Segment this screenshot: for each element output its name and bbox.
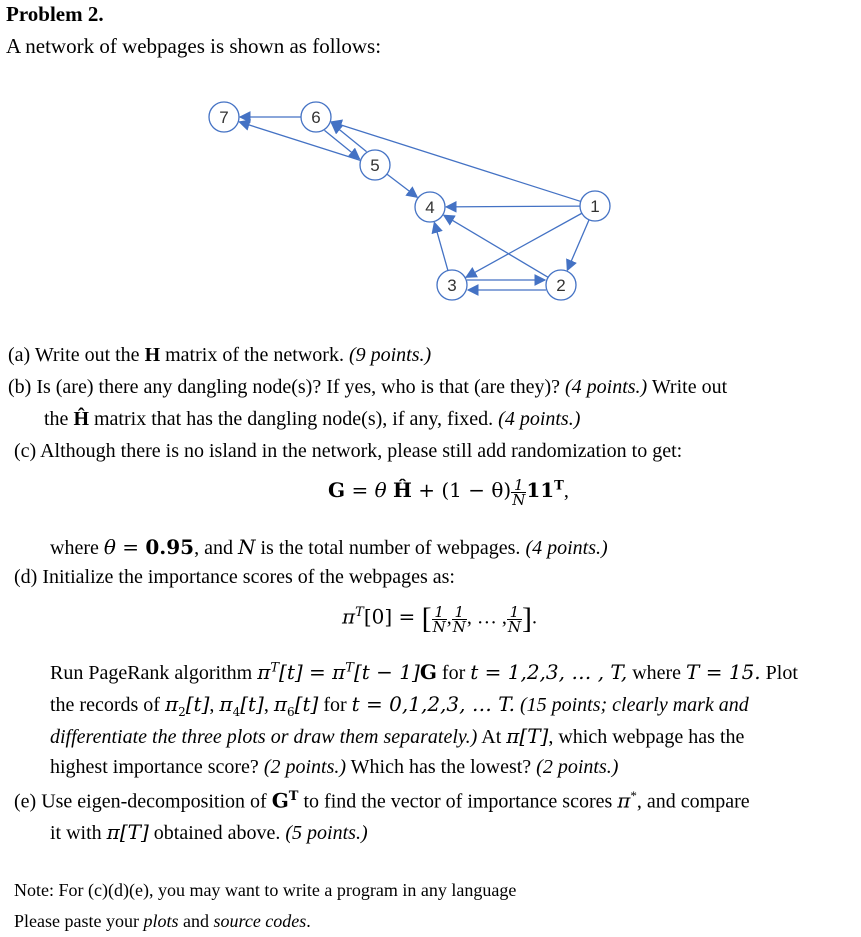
edge-1-to-2	[567, 220, 589, 271]
fraction-1-over-N: $\frac{1}{N}$	[512, 476, 526, 509]
part-a-label: (a)	[8, 344, 31, 366]
part-e-label: (e)	[14, 790, 37, 813]
node-label-2: 2	[556, 276, 566, 295]
graph-edges	[239, 117, 589, 290]
part-d-lowest: highest importance score? (2 points.) Which has the lowest? (2 points.)	[50, 756, 619, 778]
formula-G: G = θ Ĥ + (1 − θ) $\frac{1}{N}$ $11^T$,	[328, 476, 569, 509]
part-c-where: where θ = 0.95, and N is the total number of webpages. (4 points.)	[50, 535, 608, 559]
part-d-highest: differentiate the three plots or draw them separately.) At π[T], which webpage has the	[50, 724, 745, 748]
part-a: (a) Write out the H matrix of the network. (9 points.)	[8, 344, 432, 366]
node-label-7: 7	[219, 108, 229, 127]
part-d: (d) Initialize the importance scores of the webpages as:	[14, 566, 455, 588]
problem-heading: Problem 2.	[6, 2, 104, 26]
H-matrix-symbol: H	[144, 344, 161, 366]
edge-3-to-4	[434, 222, 448, 270]
node-label-5: 5	[370, 156, 380, 175]
part-b-line1: (b) Is (are) there any dangling node(s)? If yes, who is that (are they)? (4 points.) Write out	[8, 376, 728, 398]
node-label-1: 1	[590, 197, 600, 216]
edge-1-to-4	[446, 206, 580, 207]
node-label-6: 6	[311, 108, 321, 127]
Hhat-matrix-symbol: Ĥ	[73, 408, 89, 430]
part-d-run: Run PageRank algorithm $\pi^T[t] = \pi^T[t - 1]G$ for t = 1,2,3, … , T, where T = 15. Plot	[50, 660, 798, 684]
intro-text: A network of webpages is shown as follows:	[6, 34, 382, 58]
part-d-label: (d)	[14, 566, 38, 588]
note-line2: Please paste your plots and source codes.	[14, 911, 311, 931]
edge-2-to-4	[444, 215, 548, 277]
network-graph	[0, 0, 861, 320]
edge-5-to-7	[239, 122, 360, 161]
formula-init: $\pi^T[0]$ = [ $\frac{1}{N}$ , $\frac{1}{N}$ , … , $\frac{1}{N}$ ].	[342, 602, 538, 636]
part-c: (c) Although there is no island in the network, please still add randomization to get:	[14, 440, 683, 462]
part-d-records: the records of $\pi_2[t]$, $\pi_4[t]$, $\pi_6[t]$ for t = 0,1,2,3, … T. (15 points; clearly mark and	[50, 692, 749, 719]
edge-5-to-4	[387, 174, 417, 197]
part-b-label: (b)	[8, 376, 32, 398]
note-line1: Note: For (c)(d)(e), you may want to write a program in any language	[14, 880, 517, 900]
part-b-line2: the Ĥ matrix that has the dangling node(s), if any, fixed. (4 points.)	[44, 408, 581, 430]
edge-1-to-3	[466, 213, 582, 277]
part-e: (e) Use eigen-decomposition of $G^T$ to find the vector of importance scores π*, and compare	[14, 788, 750, 813]
part-e-line2: it with π[T] obtained above. (5 points.)	[50, 820, 368, 844]
part-c-label: (c)	[14, 440, 37, 462]
node-label-4: 4	[425, 198, 435, 217]
node-label-3: 3	[447, 276, 457, 295]
